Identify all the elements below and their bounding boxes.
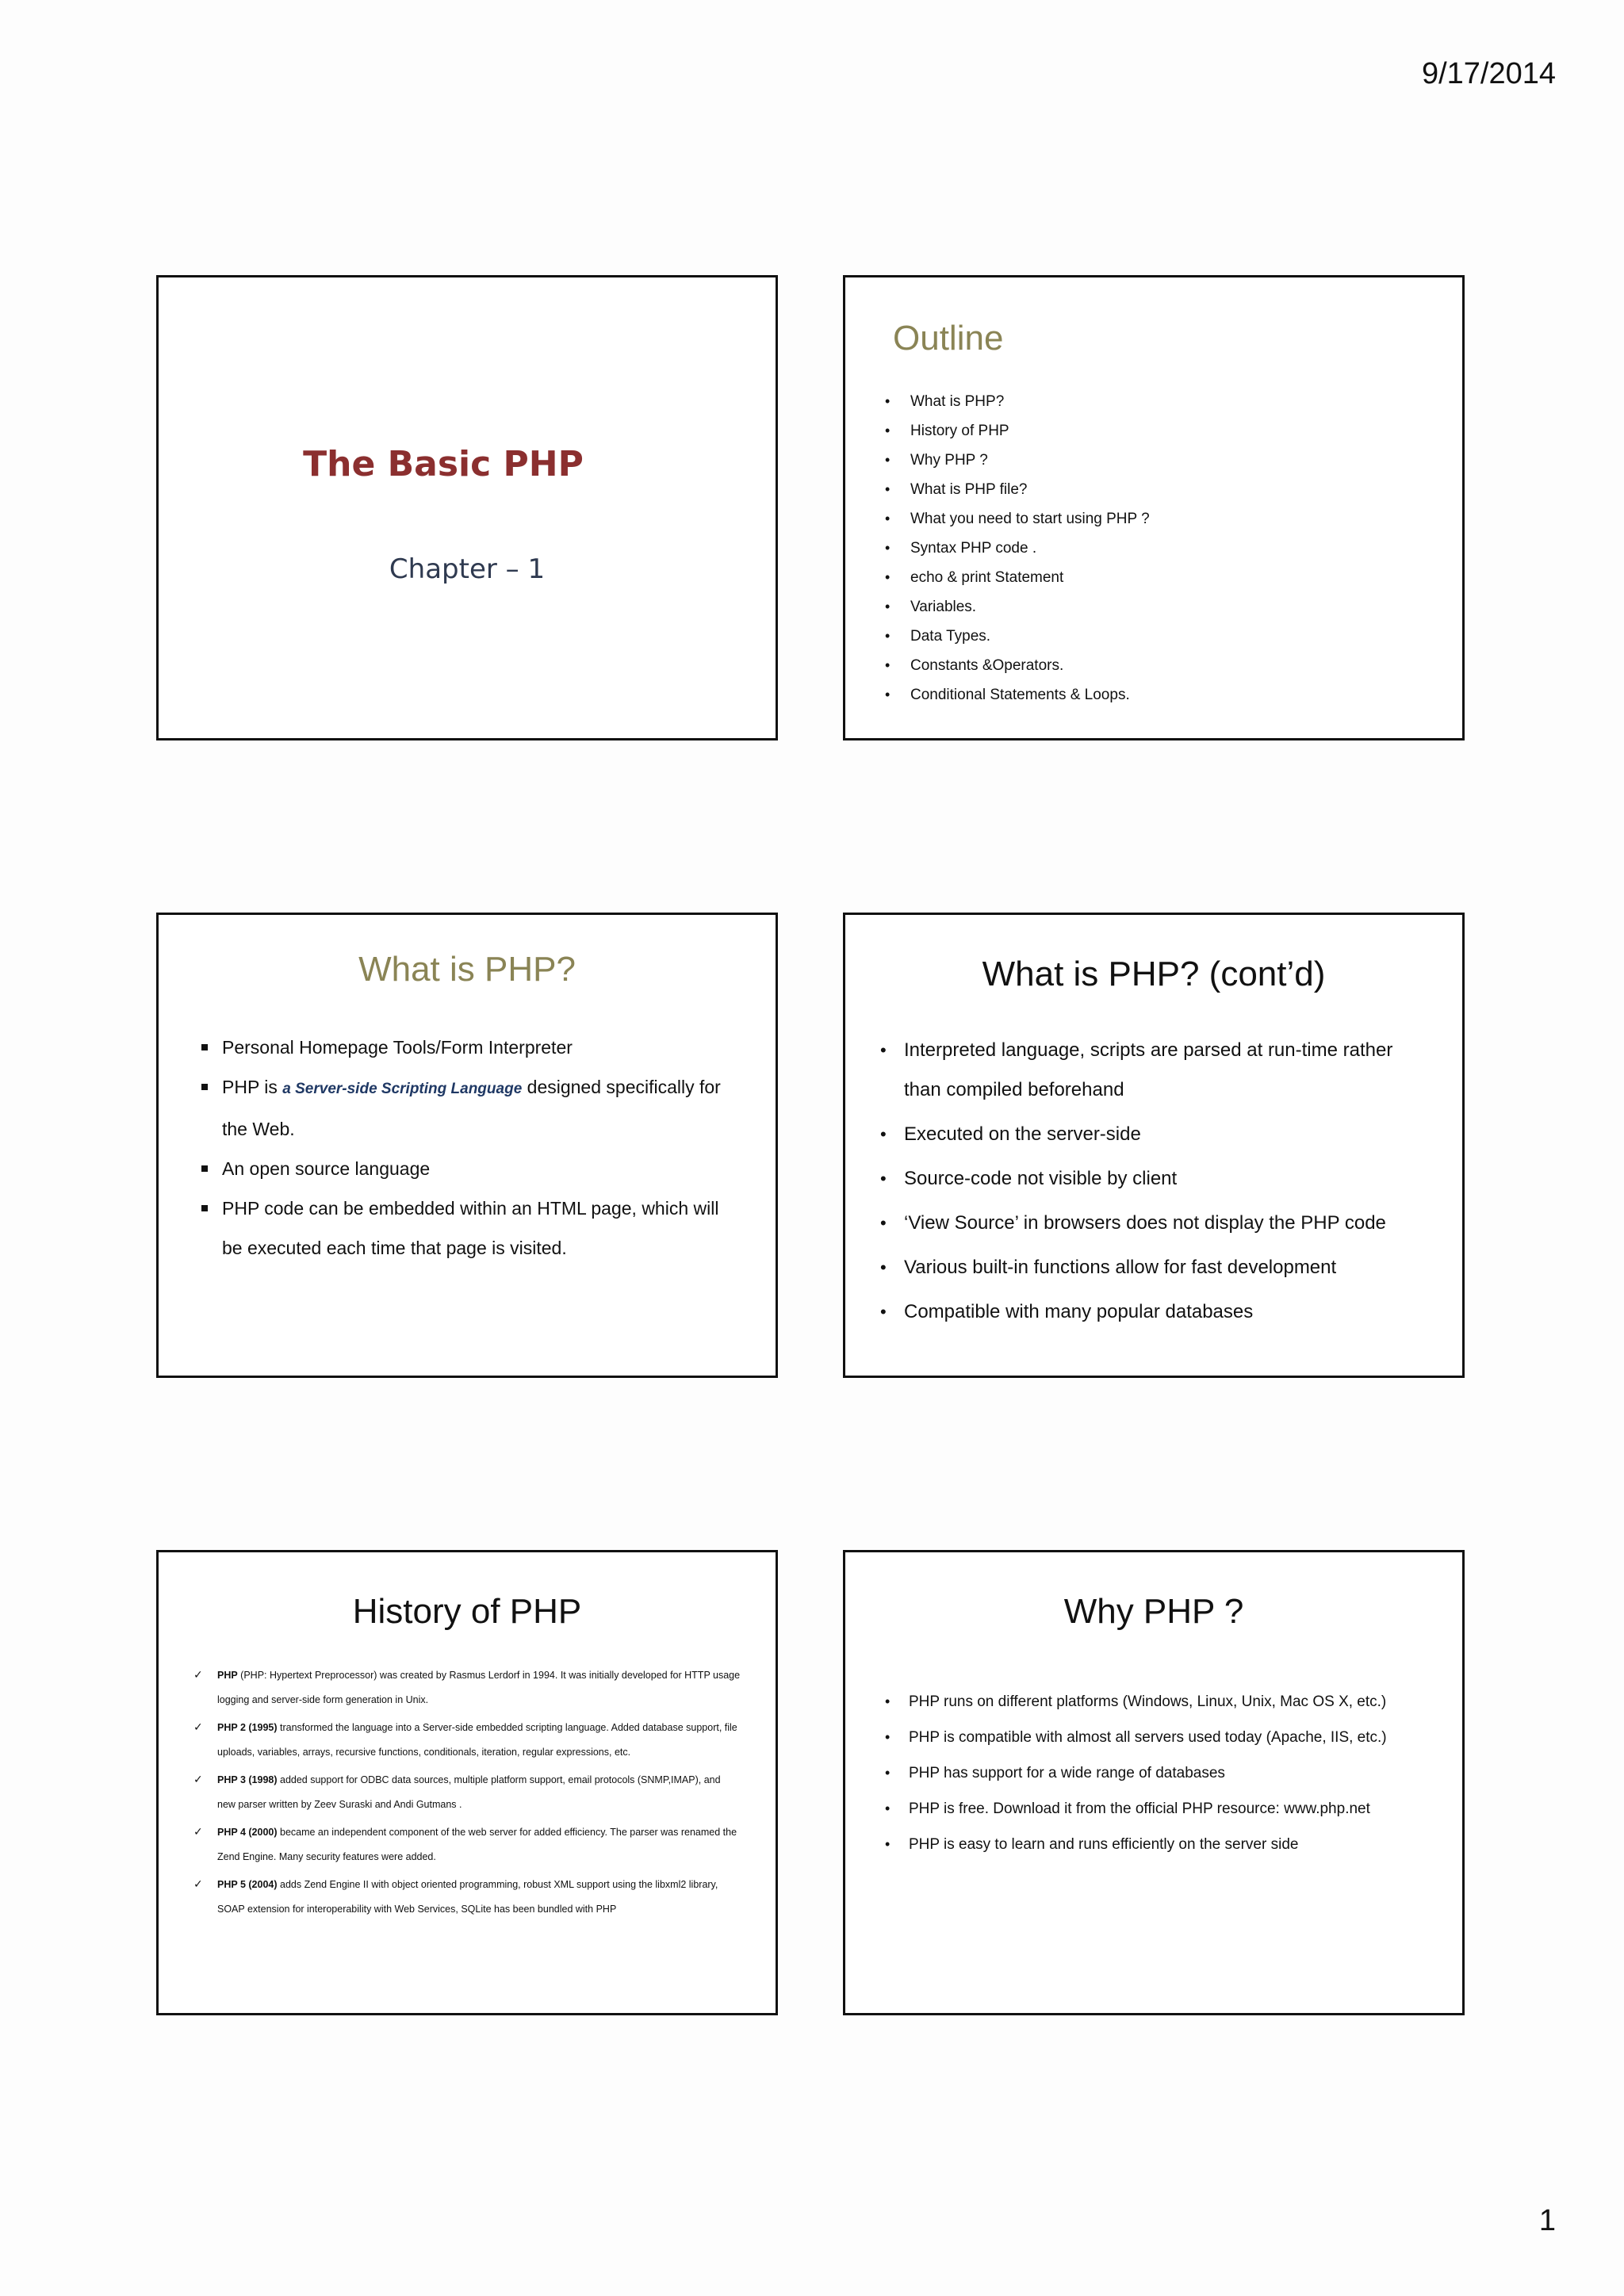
- item-text: added support for ODBC data sources, multiple platform support, email protocols (SNMP,IMAP), and new parser written by Zeev Suraski and Andi Gutmans .: [217, 1774, 721, 1810]
- list-item: • Conditional Statements & Loops.: [885, 680, 1150, 710]
- list-item: • PHP runs on different platforms (Windows, Linux, Unix, Mac OS X, etc.): [885, 1684, 1438, 1720]
- list-item: [193, 1820, 741, 1869]
- item-prefix: PHP is: [222, 1077, 283, 1097]
- item-text: adds Zend Engine II with object oriented programming, robust XML support using the libxml2 library, SOAP extension for interoperability with Web Services, SQLite has been bundled with PHP: [217, 1879, 718, 1915]
- slide-outline: [843, 275, 1465, 740]
- history-list: [193, 1663, 741, 1925]
- item-text: transformed the language into a Server-side embedded scripting language. Added database support, file uploads, variables, arrays, recursive functions, conditionals, iteration, regular expressions, etc.: [217, 1722, 737, 1758]
- page-date: 9/17/2014: [1421, 57, 1556, 90]
- presentation-title: The Basic PHP: [303, 444, 584, 484]
- list-item: [200, 1067, 744, 1149]
- presentation-subtitle: Chapter – 1: [389, 553, 546, 585]
- slide-why-php: [843, 1550, 1465, 2015]
- list-item: • Constants &Operators.: [885, 651, 1150, 680]
- slide-history: [156, 1550, 778, 2015]
- list-item: • Source-code not visible by client: [880, 1159, 1431, 1199]
- slide-title: [156, 275, 778, 740]
- list-item: • Variables.: [885, 592, 1150, 622]
- list-item: [193, 1873, 741, 1922]
- list-item: [193, 1663, 741, 1712]
- list-item: • PHP is easy to learn and runs efficiently on the server side: [885, 1827, 1438, 1862]
- list-item: • Interpreted language, scripts are parsed at run-time rather than compiled beforehand: [880, 1031, 1431, 1110]
- list-item: • Syntax PHP code .: [885, 534, 1150, 563]
- list-item: • Data Types.: [885, 622, 1150, 651]
- list-item: Personal Homepage Tools/Form Interpreter: [200, 1027, 744, 1067]
- list-item: • PHP is compatible with almost all servers used today (Apache, IIS, etc.): [885, 1720, 1438, 1755]
- item-label: PHP 5 (2004): [217, 1879, 278, 1890]
- list-item: • Why PHP ?: [885, 446, 1150, 475]
- emphasis-text: a Server-side Scripting Language: [282, 1081, 523, 1097]
- item-suffix: designed specifically for the Web.: [222, 1077, 721, 1139]
- item-label: PHP 2 (1995): [217, 1722, 278, 1733]
- list-item: An open source language: [200, 1149, 744, 1188]
- list-item: • What is PHP?: [885, 387, 1150, 416]
- outline-list: [885, 387, 1150, 710]
- item-label: PHP: [217, 1670, 238, 1681]
- list-item: • History of PHP: [885, 416, 1150, 446]
- list-item: • What is PHP file?: [885, 475, 1150, 504]
- list-item: • Compatible with many popular databases: [880, 1292, 1431, 1332]
- slide-heading: What is PHP?: [358, 950, 576, 989]
- list-item: [193, 1716, 741, 1765]
- list-item: • Various built-in functions allow for fast development: [880, 1248, 1431, 1288]
- list-item: • PHP is free. Download it from the official PHP resource: www.php.net: [885, 1791, 1438, 1827]
- list-item: • PHP has support for a wide range of databases: [885, 1755, 1438, 1791]
- item-text: became an independent component of the web server for added efficiency. The parser was renamed the Zend Engine. Many security features were added.: [217, 1827, 737, 1862]
- list-item: • echo & print Statement: [885, 563, 1150, 592]
- list-item: • What you need to start using PHP ?: [885, 504, 1150, 534]
- item-text: (PHP: Hypertext Preprocessor) was created by Rasmus Lerdorf in 1994. It was initially developed for HTTP usage logging and server-side form generation in Unix.: [217, 1670, 741, 1705]
- slide-heading: What is PHP? (cont’d): [982, 955, 1326, 993]
- item-label: PHP 4 (2000): [217, 1827, 278, 1838]
- page-number: 1: [1538, 2204, 1556, 2237]
- bullet-list: [200, 1027, 744, 1268]
- slide-heading: Why PHP ?: [1063, 1592, 1244, 1631]
- bullet-list: [880, 1031, 1431, 1337]
- slide-what-is-php: [156, 913, 778, 1378]
- slide-heading: Outline: [893, 319, 1004, 358]
- list-item: [193, 1768, 741, 1817]
- list-item: • Executed on the server-side: [880, 1115, 1431, 1154]
- item-label: PHP 3 (1998): [217, 1774, 278, 1785]
- slide-heading: History of PHP: [352, 1592, 582, 1631]
- bullet-list: [885, 1684, 1438, 1862]
- list-item: PHP code can be embedded within an HTML page, which will be executed each time that page is visited.: [200, 1188, 744, 1268]
- slide-what-is-php-contd: [843, 913, 1465, 1378]
- list-item: • ‘View Source’ in browsers does not display the PHP code: [880, 1203, 1431, 1243]
